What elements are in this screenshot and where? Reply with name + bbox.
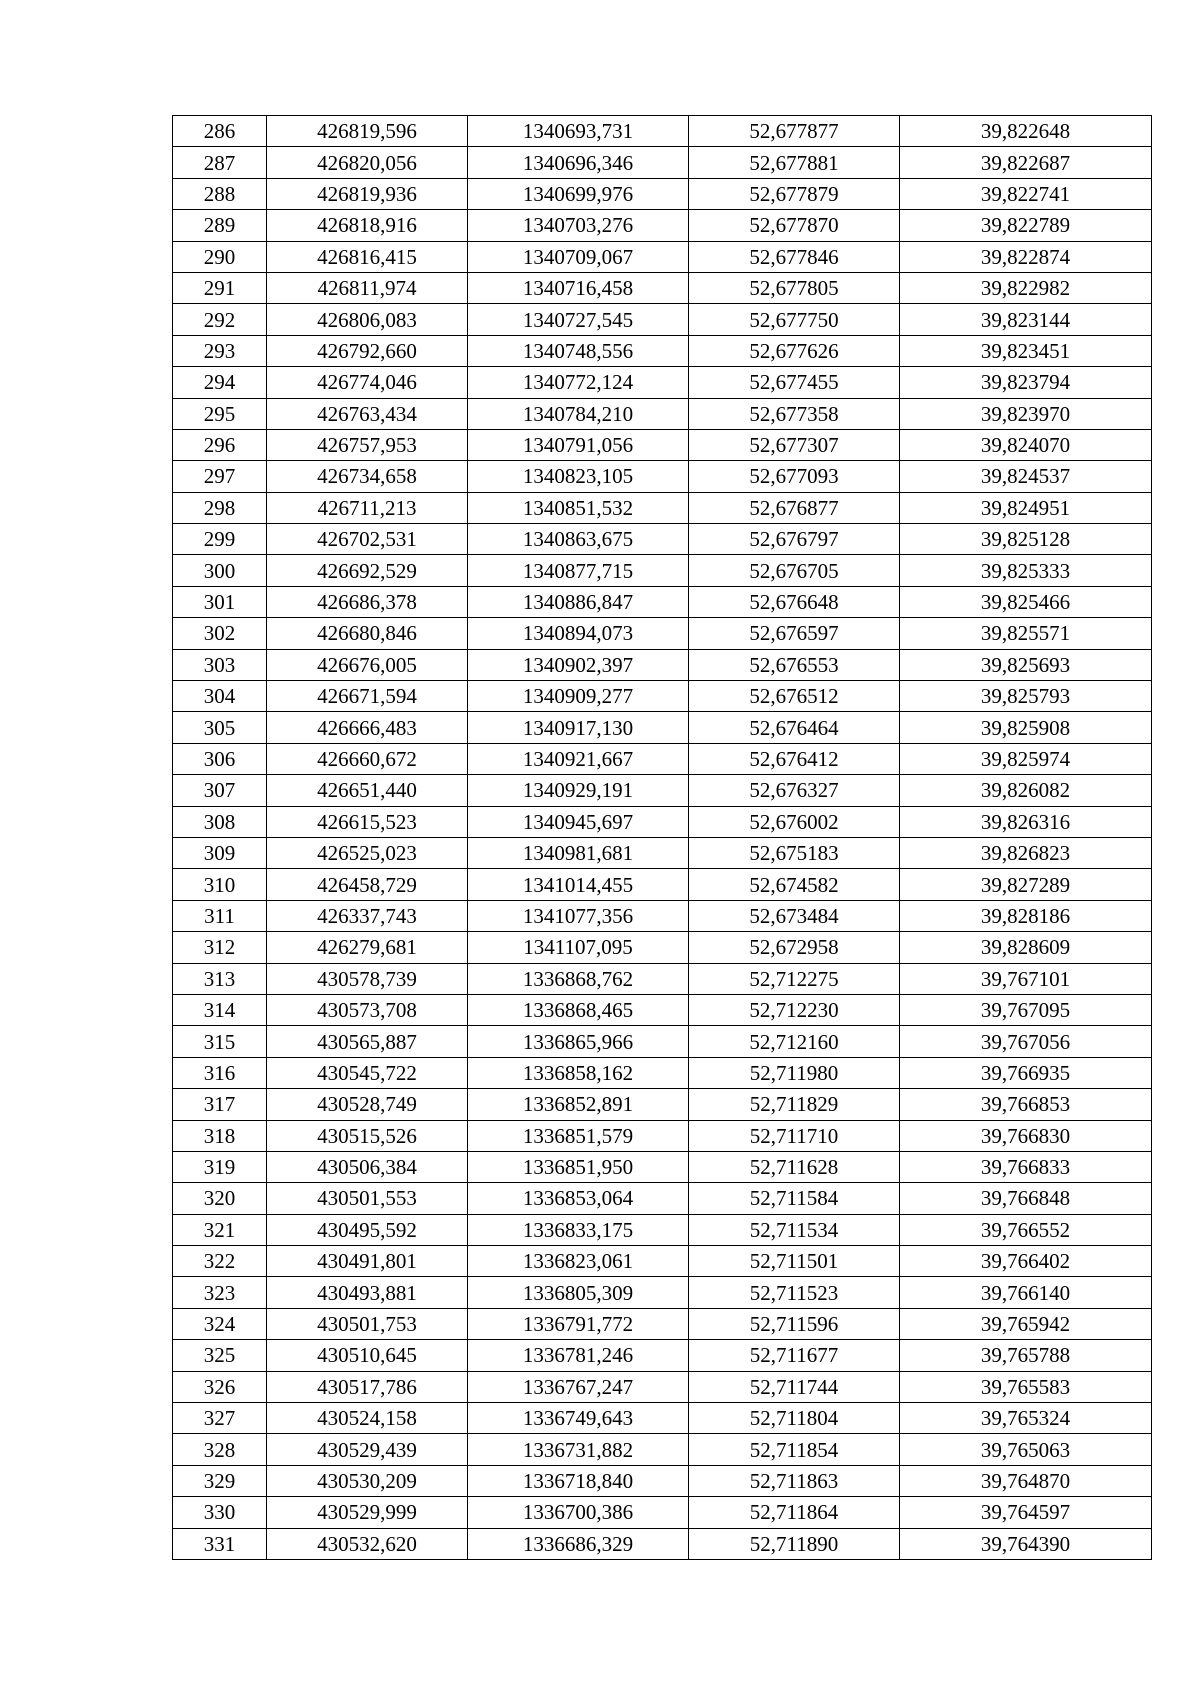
x-coordinate-cell: 430495,592: [267, 1214, 468, 1245]
table-row: [173, 994, 1152, 1025]
y-coordinate-cell: 1340696,346: [468, 147, 689, 178]
point-number-cell: 302: [173, 618, 267, 649]
point-number-cell: 295: [173, 398, 267, 429]
point-number-cell: 323: [173, 1277, 267, 1308]
table-row: [173, 806, 1152, 837]
latitude-cell: 52,677093: [689, 461, 900, 492]
point-number-cell: 292: [173, 304, 267, 335]
x-coordinate-cell: 430501,553: [267, 1183, 468, 1214]
longitude-cell: 39,822874: [900, 241, 1152, 272]
longitude-cell: 39,764870: [900, 1465, 1152, 1496]
y-coordinate-cell: 1336851,579: [468, 1120, 689, 1151]
longitude-cell: 39,825466: [900, 586, 1152, 617]
table-row: [173, 398, 1152, 429]
point-number-cell: 303: [173, 649, 267, 680]
latitude-cell: 52,676512: [689, 681, 900, 712]
longitude-cell: 39,825333: [900, 555, 1152, 586]
x-coordinate-cell: 430517,786: [267, 1371, 468, 1402]
longitude-cell: 39,823144: [900, 304, 1152, 335]
x-coordinate-cell: 426734,658: [267, 461, 468, 492]
x-coordinate-cell: 426774,046: [267, 367, 468, 398]
point-number-cell: 304: [173, 681, 267, 712]
latitude-cell: 52,677358: [689, 398, 900, 429]
latitude-cell: 52,711804: [689, 1403, 900, 1434]
y-coordinate-cell: 1340863,675: [468, 524, 689, 555]
latitude-cell: 52,711980: [689, 1057, 900, 1088]
table-row: [173, 932, 1152, 963]
latitude-cell: 52,711890: [689, 1528, 900, 1559]
longitude-cell: 39,823451: [900, 335, 1152, 366]
table-row: [173, 178, 1152, 209]
y-coordinate-cell: 1336833,175: [468, 1214, 689, 1245]
table-row: [173, 1057, 1152, 1088]
latitude-cell: 52,676002: [689, 806, 900, 837]
table-row: [173, 1403, 1152, 1434]
x-coordinate-cell: 426811,974: [267, 272, 468, 303]
longitude-cell: 39,826316: [900, 806, 1152, 837]
table-row: [173, 1371, 1152, 1402]
latitude-cell: 52,711744: [689, 1371, 900, 1402]
point-number-cell: 328: [173, 1434, 267, 1465]
table-row: [173, 1434, 1152, 1465]
point-number-cell: 322: [173, 1246, 267, 1277]
y-coordinate-cell: 1340716,458: [468, 272, 689, 303]
table-row: [173, 963, 1152, 994]
table-row: [173, 429, 1152, 460]
y-coordinate-cell: 1336805,309: [468, 1277, 689, 1308]
latitude-cell: 52,677455: [689, 367, 900, 398]
longitude-cell: 39,828186: [900, 900, 1152, 931]
table-row: [173, 492, 1152, 523]
table-row: [173, 1277, 1152, 1308]
table-row: [173, 1308, 1152, 1339]
y-coordinate-cell: 1336868,465: [468, 994, 689, 1025]
y-coordinate-cell: 1341077,356: [468, 900, 689, 931]
x-coordinate-cell: 426757,953: [267, 429, 468, 460]
point-number-cell: 330: [173, 1497, 267, 1528]
x-coordinate-cell: 430545,722: [267, 1057, 468, 1088]
longitude-cell: 39,766935: [900, 1057, 1152, 1088]
longitude-cell: 39,766830: [900, 1120, 1152, 1151]
x-coordinate-cell: 430529,999: [267, 1497, 468, 1528]
longitude-cell: 39,765063: [900, 1434, 1152, 1465]
point-number-cell: 296: [173, 429, 267, 460]
latitude-cell: 52,711628: [689, 1151, 900, 1182]
y-coordinate-cell: 1336718,840: [468, 1465, 689, 1496]
y-coordinate-cell: 1340851,532: [468, 492, 689, 523]
y-coordinate-cell: 1336767,247: [468, 1371, 689, 1402]
x-coordinate-cell: 426660,672: [267, 743, 468, 774]
point-number-cell: 305: [173, 712, 267, 743]
latitude-cell: 52,711864: [689, 1497, 900, 1528]
x-coordinate-cell: 430565,887: [267, 1026, 468, 1057]
latitude-cell: 52,675183: [689, 837, 900, 868]
table-row: [173, 1183, 1152, 1214]
longitude-cell: 39,825974: [900, 743, 1152, 774]
table-row: [173, 1465, 1152, 1496]
table-row: [173, 335, 1152, 366]
y-coordinate-cell: 1340921,667: [468, 743, 689, 774]
table-row: [173, 1528, 1152, 1559]
point-number-cell: 309: [173, 837, 267, 868]
table-row: [173, 461, 1152, 492]
table-row: [173, 524, 1152, 555]
x-coordinate-cell: 430510,645: [267, 1340, 468, 1371]
latitude-cell: 52,676705: [689, 555, 900, 586]
coordinates-table-body: [173, 116, 1152, 1560]
table-row: [173, 775, 1152, 806]
y-coordinate-cell: 1340772,124: [468, 367, 689, 398]
y-coordinate-cell: 1336731,882: [468, 1434, 689, 1465]
latitude-cell: 52,677307: [689, 429, 900, 460]
x-coordinate-cell: 426711,213: [267, 492, 468, 523]
latitude-cell: 52,677750: [689, 304, 900, 335]
longitude-cell: 39,767056: [900, 1026, 1152, 1057]
table-row: [173, 1120, 1152, 1151]
y-coordinate-cell: 1336781,246: [468, 1340, 689, 1371]
point-number-cell: 315: [173, 1026, 267, 1057]
longitude-cell: 39,765583: [900, 1371, 1152, 1402]
table-row: [173, 241, 1152, 272]
table-row: [173, 555, 1152, 586]
x-coordinate-cell: 430528,749: [267, 1089, 468, 1120]
point-number-cell: 293: [173, 335, 267, 366]
y-coordinate-cell: 1336858,162: [468, 1057, 689, 1088]
x-coordinate-cell: 426458,729: [267, 869, 468, 900]
x-coordinate-cell: 426702,531: [267, 524, 468, 555]
longitude-cell: 39,767101: [900, 963, 1152, 994]
table-row: [173, 649, 1152, 680]
point-number-cell: 297: [173, 461, 267, 492]
latitude-cell: 52,711863: [689, 1465, 900, 1496]
latitude-cell: 52,676797: [689, 524, 900, 555]
longitude-cell: 39,824070: [900, 429, 1152, 460]
longitude-cell: 39,825571: [900, 618, 1152, 649]
y-coordinate-cell: 1340909,277: [468, 681, 689, 712]
longitude-cell: 39,766848: [900, 1183, 1152, 1214]
x-coordinate-cell: 426819,596: [267, 116, 468, 147]
latitude-cell: 52,711523: [689, 1277, 900, 1308]
point-number-cell: 325: [173, 1340, 267, 1371]
point-number-cell: 294: [173, 367, 267, 398]
y-coordinate-cell: 1340981,681: [468, 837, 689, 868]
y-coordinate-cell: 1336686,329: [468, 1528, 689, 1559]
x-coordinate-cell: 426818,916: [267, 210, 468, 241]
longitude-cell: 39,764390: [900, 1528, 1152, 1559]
x-coordinate-cell: 426666,483: [267, 712, 468, 743]
x-coordinate-cell: 426337,743: [267, 900, 468, 931]
table-row: [173, 1151, 1152, 1182]
x-coordinate-cell: 430501,753: [267, 1308, 468, 1339]
table-row: [173, 681, 1152, 712]
x-coordinate-cell: 426525,023: [267, 837, 468, 868]
x-coordinate-cell: 426615,523: [267, 806, 468, 837]
longitude-cell: 39,767095: [900, 994, 1152, 1025]
longitude-cell: 39,822982: [900, 272, 1152, 303]
x-coordinate-cell: 426763,434: [267, 398, 468, 429]
table-row: [173, 712, 1152, 743]
latitude-cell: 52,676597: [689, 618, 900, 649]
table-row: [173, 272, 1152, 303]
table-row: [173, 743, 1152, 774]
x-coordinate-cell: 426819,936: [267, 178, 468, 209]
point-number-cell: 321: [173, 1214, 267, 1245]
point-number-cell: 312: [173, 932, 267, 963]
point-number-cell: 310: [173, 869, 267, 900]
table-row: [173, 1497, 1152, 1528]
point-number-cell: 318: [173, 1120, 267, 1151]
y-coordinate-cell: 1336823,061: [468, 1246, 689, 1277]
x-coordinate-cell: 430524,158: [267, 1403, 468, 1434]
point-number-cell: 301: [173, 586, 267, 617]
point-number-cell: 324: [173, 1308, 267, 1339]
y-coordinate-cell: 1340727,545: [468, 304, 689, 335]
point-number-cell: 299: [173, 524, 267, 555]
y-coordinate-cell: 1340699,976: [468, 178, 689, 209]
latitude-cell: 52,676553: [689, 649, 900, 680]
latitude-cell: 52,677805: [689, 272, 900, 303]
point-number-cell: 287: [173, 147, 267, 178]
y-coordinate-cell: 1336749,643: [468, 1403, 689, 1434]
latitude-cell: 52,711501: [689, 1246, 900, 1277]
x-coordinate-cell: 430532,620: [267, 1528, 468, 1559]
point-number-cell: 300: [173, 555, 267, 586]
x-coordinate-cell: 426692,529: [267, 555, 468, 586]
point-number-cell: 314: [173, 994, 267, 1025]
latitude-cell: 52,677626: [689, 335, 900, 366]
y-coordinate-cell: 1340703,276: [468, 210, 689, 241]
latitude-cell: 52,673484: [689, 900, 900, 931]
longitude-cell: 39,822789: [900, 210, 1152, 241]
y-coordinate-cell: 1341014,455: [468, 869, 689, 900]
point-number-cell: 290: [173, 241, 267, 272]
longitude-cell: 39,825693: [900, 649, 1152, 680]
y-coordinate-cell: 1340877,715: [468, 555, 689, 586]
longitude-cell: 39,824537: [900, 461, 1152, 492]
x-coordinate-cell: 426816,415: [267, 241, 468, 272]
table-row: [173, 586, 1152, 617]
x-coordinate-cell: 430529,439: [267, 1434, 468, 1465]
x-coordinate-cell: 426806,083: [267, 304, 468, 335]
point-number-cell: 320: [173, 1183, 267, 1214]
latitude-cell: 52,676648: [689, 586, 900, 617]
longitude-cell: 39,822687: [900, 147, 1152, 178]
y-coordinate-cell: 1340886,847: [468, 586, 689, 617]
point-number-cell: 326: [173, 1371, 267, 1402]
x-coordinate-cell: 430515,526: [267, 1120, 468, 1151]
x-coordinate-cell: 430573,708: [267, 994, 468, 1025]
table-row: [173, 1089, 1152, 1120]
latitude-cell: 52,711534: [689, 1214, 900, 1245]
y-coordinate-cell: 1336865,966: [468, 1026, 689, 1057]
y-coordinate-cell: 1340748,556: [468, 335, 689, 366]
x-coordinate-cell: 426792,660: [267, 335, 468, 366]
y-coordinate-cell: 1336852,891: [468, 1089, 689, 1120]
latitude-cell: 52,676464: [689, 712, 900, 743]
table-row: [173, 1340, 1152, 1371]
y-coordinate-cell: 1336700,386: [468, 1497, 689, 1528]
table-row: [173, 900, 1152, 931]
point-number-cell: 291: [173, 272, 267, 303]
table-row: [173, 116, 1152, 147]
x-coordinate-cell: 426820,056: [267, 147, 468, 178]
x-coordinate-cell: 430578,739: [267, 963, 468, 994]
x-coordinate-cell: 426651,440: [267, 775, 468, 806]
longitude-cell: 39,766833: [900, 1151, 1152, 1182]
point-number-cell: 289: [173, 210, 267, 241]
latitude-cell: 52,711596: [689, 1308, 900, 1339]
y-coordinate-cell: 1340784,210: [468, 398, 689, 429]
x-coordinate-cell: 430530,209: [267, 1465, 468, 1496]
point-number-cell: 286: [173, 116, 267, 147]
point-number-cell: 298: [173, 492, 267, 523]
table-row: [173, 618, 1152, 649]
y-coordinate-cell: 1336868,762: [468, 963, 689, 994]
table-row: [173, 837, 1152, 868]
longitude-cell: 39,764597: [900, 1497, 1152, 1528]
x-coordinate-cell: 426279,681: [267, 932, 468, 963]
latitude-cell: 52,677881: [689, 147, 900, 178]
longitude-cell: 39,825908: [900, 712, 1152, 743]
y-coordinate-cell: 1340917,130: [468, 712, 689, 743]
latitude-cell: 52,677879: [689, 178, 900, 209]
point-number-cell: 308: [173, 806, 267, 837]
table-row: [173, 1246, 1152, 1277]
point-number-cell: 317: [173, 1089, 267, 1120]
longitude-cell: 39,822648: [900, 116, 1152, 147]
latitude-cell: 52,676877: [689, 492, 900, 523]
longitude-cell: 39,765942: [900, 1308, 1152, 1339]
longitude-cell: 39,766552: [900, 1214, 1152, 1245]
y-coordinate-cell: 1341107,095: [468, 932, 689, 963]
y-coordinate-cell: 1340894,073: [468, 618, 689, 649]
latitude-cell: 52,672958: [689, 932, 900, 963]
longitude-cell: 39,824951: [900, 492, 1152, 523]
latitude-cell: 52,711854: [689, 1434, 900, 1465]
longitude-cell: 39,826082: [900, 775, 1152, 806]
y-coordinate-cell: 1340791,056: [468, 429, 689, 460]
latitude-cell: 52,712160: [689, 1026, 900, 1057]
longitude-cell: 39,823970: [900, 398, 1152, 429]
point-number-cell: 288: [173, 178, 267, 209]
latitude-cell: 52,674582: [689, 869, 900, 900]
y-coordinate-cell: 1340709,067: [468, 241, 689, 272]
table-row: [173, 304, 1152, 335]
longitude-cell: 39,825128: [900, 524, 1152, 555]
longitude-cell: 39,828609: [900, 932, 1152, 963]
table-row: [173, 1026, 1152, 1057]
latitude-cell: 52,712275: [689, 963, 900, 994]
latitude-cell: 52,676412: [689, 743, 900, 774]
latitude-cell: 52,711584: [689, 1183, 900, 1214]
table-row: [173, 210, 1152, 241]
y-coordinate-cell: 1340823,105: [468, 461, 689, 492]
y-coordinate-cell: 1340929,191: [468, 775, 689, 806]
longitude-cell: 39,766140: [900, 1277, 1152, 1308]
point-number-cell: 316: [173, 1057, 267, 1088]
x-coordinate-cell: 430493,881: [267, 1277, 468, 1308]
point-number-cell: 306: [173, 743, 267, 774]
latitude-cell: 52,711710: [689, 1120, 900, 1151]
longitude-cell: 39,827289: [900, 869, 1152, 900]
latitude-cell: 52,677870: [689, 210, 900, 241]
point-number-cell: 331: [173, 1528, 267, 1559]
point-number-cell: 311: [173, 900, 267, 931]
latitude-cell: 52,711677: [689, 1340, 900, 1371]
table-row: [173, 869, 1152, 900]
longitude-cell: 39,822741: [900, 178, 1152, 209]
table-row: [173, 147, 1152, 178]
point-number-cell: 307: [173, 775, 267, 806]
longitude-cell: 39,766402: [900, 1246, 1152, 1277]
x-coordinate-cell: 430491,801: [267, 1246, 468, 1277]
y-coordinate-cell: 1340693,731: [468, 116, 689, 147]
y-coordinate-cell: 1340902,397: [468, 649, 689, 680]
latitude-cell: 52,712230: [689, 994, 900, 1025]
coordinates-table: [172, 115, 1152, 1560]
table-row: [173, 367, 1152, 398]
y-coordinate-cell: 1340945,697: [468, 806, 689, 837]
longitude-cell: 39,765788: [900, 1340, 1152, 1371]
x-coordinate-cell: 426680,846: [267, 618, 468, 649]
x-coordinate-cell: 426671,594: [267, 681, 468, 712]
y-coordinate-cell: 1336791,772: [468, 1308, 689, 1339]
table-row: [173, 1214, 1152, 1245]
point-number-cell: 313: [173, 963, 267, 994]
x-coordinate-cell: 430506,384: [267, 1151, 468, 1182]
latitude-cell: 52,676327: [689, 775, 900, 806]
point-number-cell: 319: [173, 1151, 267, 1182]
y-coordinate-cell: 1336853,064: [468, 1183, 689, 1214]
latitude-cell: 52,677846: [689, 241, 900, 272]
point-number-cell: 327: [173, 1403, 267, 1434]
x-coordinate-cell: 426676,005: [267, 649, 468, 680]
latitude-cell: 52,677877: [689, 116, 900, 147]
point-number-cell: 329: [173, 1465, 267, 1496]
longitude-cell: 39,825793: [900, 681, 1152, 712]
longitude-cell: 39,766853: [900, 1089, 1152, 1120]
y-coordinate-cell: 1336851,950: [468, 1151, 689, 1182]
latitude-cell: 52,711829: [689, 1089, 900, 1120]
longitude-cell: 39,765324: [900, 1403, 1152, 1434]
x-coordinate-cell: 426686,378: [267, 586, 468, 617]
longitude-cell: 39,823794: [900, 367, 1152, 398]
longitude-cell: 39,826823: [900, 837, 1152, 868]
